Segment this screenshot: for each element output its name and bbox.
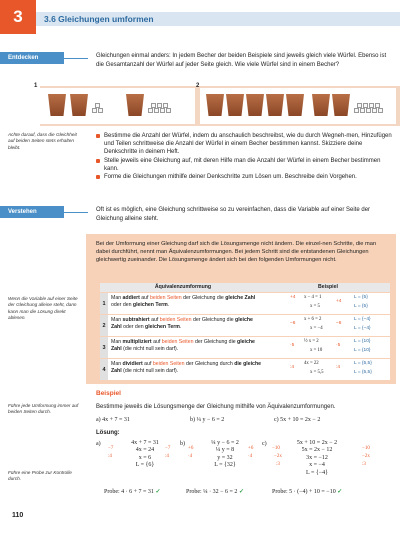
dice-icon <box>160 108 165 113</box>
task-b: b) ¼ y − 6 = 2 <box>190 417 225 423</box>
row-number: 4 <box>100 359 108 380</box>
entdecken-text: Gleichungen einmal anders: In jedem Becher der beiden Beispiele sind jeweils gleich viele Würfel. Ebenso ist die Gesamtanzahl der Würfel auf jeder Seite gleich. Wie viele Würfel sind in einem Becher? <box>96 53 387 68</box>
cup-icon <box>246 94 264 116</box>
bullet-icon <box>96 159 100 163</box>
row-example: :4 4x = 22 x = 5,5 :4 L = {5,5} L = {5,5} <box>290 361 372 375</box>
chapter-number: 3 <box>0 0 36 34</box>
probe-b: Probe: ¼ · 32 − 6 = 2 ✓ <box>186 489 244 495</box>
page-number: 110 <box>12 512 24 519</box>
loesung-label: Lösung: <box>96 430 120 436</box>
sol-a-label: a) <box>96 441 101 447</box>
dice-icon <box>154 108 159 113</box>
row-rule: Man multipliziert auf beiden Seiten der Gleichung die gleiche Zahl (die nicht null sein darf). <box>111 339 255 352</box>
dice-icon <box>354 108 359 113</box>
cup-icon <box>226 94 244 116</box>
dice-icon <box>369 103 374 108</box>
cup-icon <box>332 94 350 116</box>
bullet-item: Bestimme die Anzahl der Würfel, indem du anschaulich beschreibst, wie du durch Wegneh-men, Hinzufügen und Teilen schrittweise die Anzahl der Würfel in einem Becher bestimmen kannst. Skizziere deine Denkschritte in deinem Heft. <box>96 132 396 157</box>
cup-icon <box>312 94 330 116</box>
dice-icon <box>157 103 162 108</box>
task-a: a) 4x + 7 = 31 <box>96 417 130 423</box>
row-example: ·5 ½ x = 2 x = 10 ·5 L = {10} L = {10} <box>290 339 371 353</box>
solution-c: 5x + 10 = 2x − 2 5x = 2x − 12 3x = −12 x = −4 L = {−4} <box>296 440 338 476</box>
table-header-rule: Äquivalenzumformung <box>154 284 212 290</box>
table-header-example: Beispiel <box>318 284 338 290</box>
beispiel-note-1: Führe jede Umformung immer auf beiden Seiten durch. <box>8 403 79 415</box>
sol-b-label: b) <box>180 441 185 447</box>
figure-1-cups <box>40 88 195 124</box>
sol-c-label: c) <box>262 441 267 447</box>
task-c: c) 5x + 10 = 2x − 2 <box>274 417 321 423</box>
beispiel-note-2: Führe eine Probe zur Kontrolle durch. <box>8 470 72 482</box>
cup-icon <box>70 94 88 116</box>
page-title: 3.6 Gleichungen umformen <box>44 14 154 24</box>
dice-icon <box>375 103 380 108</box>
table-header <box>100 283 390 292</box>
rule-text: Bei der Umformung einer Gleichung darf sich die Lösungsmenge nicht ändern. Die einzel-nen Schritte, die man dabei durchführt, nennt man Äquivalenzumformungen. Bei jedem Schritt sind die entstandenen Gleichungen gleichwertig zueinander. Die Lösungsmenge ändert sich bei den folgenden Umformungen nicht. <box>96 241 377 263</box>
dice-icon <box>378 108 383 113</box>
beispiel-heading: Beispiel <box>96 390 121 397</box>
verstehen-tag: Verstehen <box>0 206 64 218</box>
bullet-item: Stelle jeweils eine Gleichung auf, mit deren Hilfe man die Anzahl der Würfel in einem Becher bestimmen kann. <box>96 157 396 173</box>
entdecken-tag: Entdecken <box>0 52 64 64</box>
bullet-icon <box>96 134 100 138</box>
row-number: 2 <box>100 315 108 336</box>
row-number: 3 <box>100 337 108 358</box>
figure-2-label: 2 <box>196 83 200 89</box>
cup-icon <box>266 94 284 116</box>
check-icon: ✓ <box>238 489 244 495</box>
dice-icon <box>366 108 371 113</box>
row-rule: Man dividiert auf beiden Seiten der Gleichung durch die gleiche Zahl (die nicht null sein darf). <box>111 361 261 374</box>
verstehen-divider <box>64 212 88 213</box>
entdecken-note: Achte darauf, dass die Gleichheit auf beiden Seiten stets erhalten bleibt. <box>8 132 77 150</box>
cup-icon <box>286 94 304 116</box>
probe-c: Probe: 5 · (−4) + 10 = −10 ✓ <box>272 489 343 495</box>
row-rule: Man subtrahiert auf beiden Seiten der Gleichung die gleiche Zahl oder den gleichen Term. <box>111 317 253 330</box>
row-number: 1 <box>100 293 108 314</box>
dice-icon <box>360 108 365 113</box>
check-icon: ✓ <box>155 489 161 495</box>
figure-1-label: 1 <box>34 83 38 89</box>
bullet-icon <box>96 175 100 179</box>
cup-icon <box>48 94 66 116</box>
dice-icon <box>357 103 362 108</box>
verstehen-note: Wenn die Variable auf einer Seite der Gleichung alleine steht, dann kann man die Lösung direkt ablesen. <box>8 296 78 321</box>
dice-icon <box>98 108 103 113</box>
bullet-item: Forme die Gleichungen mithilfe deiner Denkschritte zum Lösen um. Beschreibe dein Vorgehen. <box>96 173 396 181</box>
dice-icon <box>95 103 100 108</box>
equivalence-table <box>100 283 390 380</box>
solution-a: 4x + 7 = 31 4x = 24 x = 6 L = {6} <box>131 440 159 469</box>
table-row <box>100 336 390 358</box>
cup-icon <box>206 94 224 116</box>
row-example: +4 x − 4 = 1 x = 5 +4 L = {5} L = {5} <box>290 295 368 309</box>
cup-icon <box>126 94 144 116</box>
dice-icon <box>148 108 153 113</box>
entdecken-bullets <box>96 132 396 181</box>
entdecken-divider <box>64 58 88 59</box>
row-example: −6 x + 6 = 2 x = −4 −6 L = {−4} L = {−4} <box>290 317 371 331</box>
table-row <box>100 358 390 380</box>
solution-b: ¼ y − 6 = 2 ¼ y = 8 y = 32 L = {32} <box>211 440 239 469</box>
dice-icon <box>163 103 168 108</box>
beispiel-task: Bestimme jeweils die Lösungsmenge der Gleichung mithilfe von Äquivalenzumformungen. <box>96 404 336 410</box>
dice-icon <box>92 108 97 113</box>
figure-2-cups <box>200 88 396 124</box>
dice-icon <box>372 108 377 113</box>
probe-a: Probe: 4 · 6 + 7 = 31 ✓ <box>104 489 161 495</box>
table-row <box>100 314 390 336</box>
table-row <box>100 292 390 314</box>
verstehen-intro: Oft ist es möglich, eine Gleichung schrittweise so zu vereinfachen, dass die Variable auf einer Seite der Gleichung alleine steht. <box>96 207 371 222</box>
row-rule: Man addiert auf beiden Seiten der Gleichung die gleiche Zahl oder den gleichen Term. <box>111 295 256 308</box>
check-icon: ✓ <box>337 489 343 495</box>
dice-icon <box>151 103 156 108</box>
dice-icon <box>363 103 368 108</box>
dice-icon <box>166 108 171 113</box>
